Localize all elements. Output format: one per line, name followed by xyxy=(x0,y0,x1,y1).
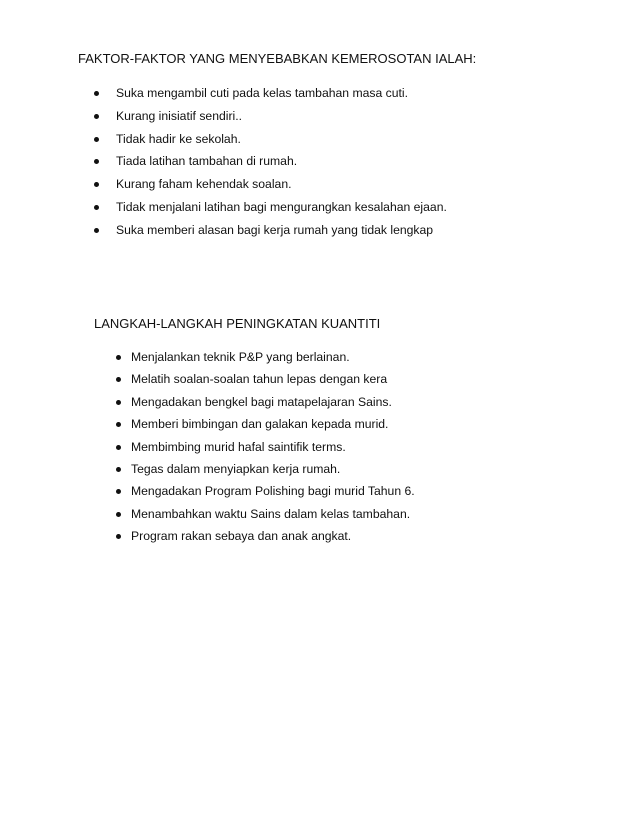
bullet-icon xyxy=(94,137,99,142)
list-item xyxy=(78,222,476,238)
list-item xyxy=(94,506,415,522)
list-item-text: Tegas dalam menyiapkan kerja rumah. xyxy=(131,461,341,476)
bullet-icon xyxy=(94,91,99,96)
list-item-text: Suka mengambil cuti pada kelas tambahan masa cuti. xyxy=(116,86,408,100)
bullet-icon xyxy=(116,355,121,360)
list-item-text: Membimbing murid hafal saintifik terms. xyxy=(131,439,346,454)
list-item xyxy=(94,349,415,365)
bullet-icon xyxy=(94,182,99,187)
list-item-text: Kurang inisiatif sendiri.. xyxy=(116,108,242,123)
bullet-icon xyxy=(94,114,99,119)
bullet-icon xyxy=(116,489,121,494)
list-item xyxy=(94,416,415,432)
section-kemerosotan xyxy=(78,51,476,245)
section-title: LANGKAH-LANGKAH PENINGKATAN KUANTITI xyxy=(94,316,381,331)
section-title: FAKTOR-FAKTOR YANG MENYEBABKAN KEMEROSOTAN IALAH: xyxy=(78,51,477,66)
bullet-icon xyxy=(116,400,121,405)
bullet-icon xyxy=(94,205,99,210)
list-item xyxy=(94,483,415,499)
bullet-list xyxy=(78,85,476,238)
list-item-text: Kurang faham kehendak soalan. xyxy=(116,177,292,192)
list-item-text: Menjalankan teknik P&P yang berlainan. xyxy=(131,350,350,364)
bullet-icon xyxy=(94,159,99,164)
list-item xyxy=(78,131,476,147)
list-item-text: Memberi bimbingan dan galakan kepada murid. xyxy=(131,417,389,432)
bullet-icon xyxy=(116,445,121,450)
list-item-text: Tidak menjalani latihan bagi mengurangkan kesalahan ejaan. xyxy=(116,199,447,214)
bullet-icon xyxy=(116,422,121,427)
list-item-text: Tidak hadir ke sekolah. xyxy=(116,131,241,146)
list-item xyxy=(94,528,415,544)
section-peningkatan xyxy=(94,316,415,551)
bullet-icon xyxy=(116,534,121,539)
list-item-text: Mengadakan bengkel bagi matapelajaran Sains. xyxy=(131,394,392,409)
list-item-text: Suka memberi alasan bagi kerja rumah yang tidak lengkap xyxy=(116,222,434,237)
list-item-text: Menambahkan waktu Sains dalam kelas tambahan. xyxy=(131,506,411,521)
bullet-list xyxy=(94,349,415,544)
list-item xyxy=(78,85,476,101)
list-item xyxy=(94,461,415,477)
bullet-icon xyxy=(116,377,121,382)
list-item xyxy=(94,394,415,410)
list-item xyxy=(78,108,476,124)
list-item xyxy=(94,371,415,387)
list-item xyxy=(78,153,476,169)
list-item-text: Mengadakan Program Polishing bagi murid Tahun 6. xyxy=(131,484,415,499)
bullet-icon xyxy=(116,467,121,472)
list-item xyxy=(94,439,415,455)
bullet-icon xyxy=(116,512,121,517)
list-item-text: Tiada latihan tambahan di rumah. xyxy=(116,154,298,169)
list-item xyxy=(78,199,476,215)
list-item-text: Program rakan sebaya dan anak angkat. xyxy=(131,529,352,544)
list-item xyxy=(78,176,476,192)
list-item-text: Melatih soalan-soalan tahun lepas dengan kera xyxy=(131,372,388,387)
bullet-icon xyxy=(94,228,99,233)
